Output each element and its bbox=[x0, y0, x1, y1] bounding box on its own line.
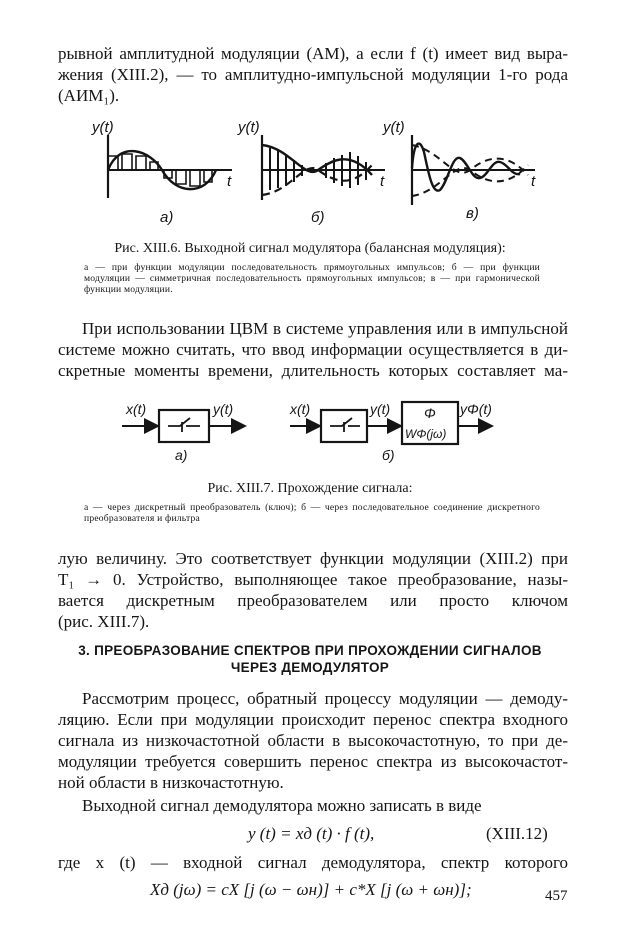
para1-line-3: скретные моменты времени, длительность которых составляет ма- bbox=[58, 361, 568, 380]
fig7-note: а — через дискретный преобразователь (ключ); б — через последовательное соединение дискретного преобразователя и фильтра bbox=[84, 502, 540, 524]
fig7-caption: Рис. XIII.7. Прохождение сигнала: bbox=[207, 481, 413, 496]
para3-line-3: сигнала из низкочастотной области в высокочастотную, то при де- bbox=[58, 731, 568, 750]
equation-xiii-12: y (t) = xд (t) · f (t), bbox=[248, 824, 375, 843]
para3-line-1: Рассмотрим процесс, обратный процессу модуляции — демоду- bbox=[82, 689, 568, 708]
intro-line-3: (АИМ₁). bbox=[58, 86, 120, 105]
fig6-ylabel-b: y(t) bbox=[238, 119, 260, 136]
fig7-b-filter-top: Φ bbox=[424, 405, 436, 421]
fig6-sub-a: а) bbox=[160, 209, 174, 226]
fig6-ylabel-c: y(t) bbox=[383, 119, 405, 136]
para3-line-2: ляцию. Если при модуляции происходит перенос спектра входного bbox=[58, 710, 568, 729]
fig6-caption: Рис. XIII.6. Выходной сигнал модулятора (балансная модуляция): bbox=[114, 241, 506, 256]
fig7-b-sub: б) bbox=[382, 447, 395, 463]
fig7-b-input: x(t) bbox=[290, 401, 311, 417]
fig7-b-mid: y(t) bbox=[370, 401, 391, 417]
intro-line-1: рывной амплитудной модуляции (АМ), а если f (t) имеет вид выра- bbox=[58, 44, 568, 63]
fig6-t-c: t bbox=[531, 173, 536, 190]
para2-line-4: (рис. XIII.7). bbox=[58, 612, 150, 631]
page-number: 457 bbox=[545, 888, 568, 904]
para3-line-4: модуляции требуется совершить перенос спектра из высокочастот- bbox=[58, 752, 568, 771]
section-heading-line-1: 3. ПРЕОБРАЗОВАНИЕ СПЕКТРОВ ПРИ ПРОХОЖДЕНИИ СИГНАЛОВ bbox=[78, 643, 542, 658]
equation-xiii-12-number: (XIII.12) bbox=[486, 824, 548, 843]
fig7-a-sub: а) bbox=[175, 447, 188, 463]
fig6-sub-c: в) bbox=[466, 205, 479, 222]
fig7-a-input: x(t) bbox=[126, 401, 147, 417]
equation-xiii-13: Xд (jω) = cX [j (ω − ωн)] + c*X [j (ω + ωн)]; bbox=[150, 880, 472, 899]
para2-line-2: T₁ → 0. Устройство, выполняющее такое преобразование, назы- bbox=[58, 570, 568, 589]
fig7-a-output: y(t) bbox=[213, 401, 234, 417]
para1-line-1: При использовании ЦВМ в системе управления или в импульсной bbox=[82, 319, 568, 338]
fig7-b-output: yΦ(t) bbox=[460, 401, 492, 417]
para5-line-1: где x (t) — входной сигнал демодулятора, спектр которого bbox=[58, 853, 568, 872]
fig6-note: а — при функции модуляции последовательность прямоугольных импульсов; б — при функции модуляции — симметричная последовательность прямоугольных импульсов; в — при гармонической функции модуляции. bbox=[84, 262, 540, 295]
fig6-t-b: t bbox=[380, 173, 385, 190]
fig6-t-a: t bbox=[227, 173, 232, 190]
fig6-sub-b: б) bbox=[311, 209, 325, 226]
para4-line-1: Выходной сигнал демодулятора можно записать в виде bbox=[82, 796, 482, 815]
fig6-ylabel-a: y(t) bbox=[92, 119, 114, 136]
para2-line-1: лую величину. Это соответствует функции модуляции (XIII.2) при bbox=[58, 549, 568, 568]
section-heading-line-2: ЧЕРЕЗ ДЕМОДУЛЯТОР bbox=[230, 660, 390, 675]
fig7-b-filter-bottom: WΦ(jω) bbox=[405, 427, 447, 441]
para2-line-3: вается дискретным преобразователем или просто ключом bbox=[58, 591, 568, 610]
para1-line-2: системе можно считать, что ввод информации осуществляется в ди- bbox=[58, 340, 568, 359]
para3-line-5: ной области в низкочастотную. bbox=[58, 773, 284, 792]
intro-line-2: жения (XIII.2), — то амплитудно-импульсной модуляции 1-го рода bbox=[58, 65, 568, 84]
